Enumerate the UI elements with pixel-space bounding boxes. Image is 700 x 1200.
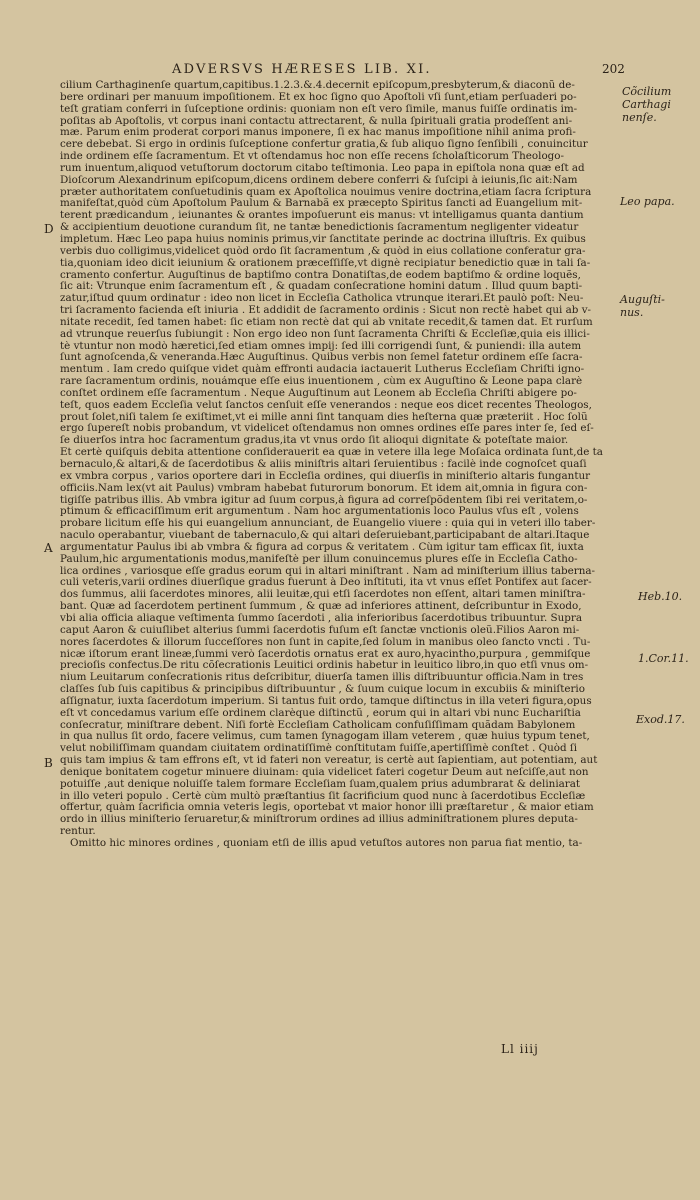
text-line: velut nobiliſſimam quandam ciuitatem ordinatiſſimè conſtitutam fuiſſe,apertiſſimè conſtet . Quòd ſi (60, 743, 578, 755)
text-line: aſſignatur, iuxta ſacerdotum imperium. Si tantus fuit ordo, tamque diſtinctus in illa veteri figura,opus (60, 695, 592, 707)
text-line: nium Leuitarum conſecrationis ritus deſcribitur, diuerſa tamen illis diſtribuuntur officia.Nam in tres (60, 672, 584, 684)
text-line: tri ſacramento facienda eſt iniuria . Et addidit de ſacramento ordinis : Sicut non rectè habet qui ab v- (60, 305, 592, 317)
text-line: cramento confertur. Auguſtinus de baptiſmo contra Donatiſtas,de eodem baptiſmo & ordine loquẽs, (60, 269, 581, 281)
margin-note-carthagi: Carthagi (622, 98, 671, 111)
text-line: ſe diuerſos intra hoc ſacramentum gradus,ita vt vnus ordo ſit alioqui dignitate & poteſtate maior. (60, 435, 569, 447)
margin-note-nense: nenſe. (622, 111, 657, 124)
text-line: eſt vt concedamus varium eſſe ordinem clarèque diſtinctũ , eorum qui in altari vbi nunc Euchariſtia (60, 707, 581, 719)
text-line: nitate recedit, ſed tamen habet: ſic etiam non rectè dat qui ab vnitate recedit,& tamen dat. Et rurſum (60, 316, 593, 328)
text-line: claſſes ſub ſuis capitibus & principibus diſtribuuntur , & ſuum cuique locum in excubiis & miniſterio (60, 684, 585, 696)
text-line: Dioſcorum Alexandrinum epiſcopum,dicens ordinem debere conferri & ſuſcipi à ieiunis,ſic ait:Nam (60, 174, 578, 186)
text-line: Paulum,hic argumentationis modus,manifeſtè per illum conuincemus plures eſſe in Eccleſia Catho- (60, 553, 578, 565)
text-line: caput Aaron & cuiuſlibet alterius ſummi ſacerdotis fuſum eſt ſanctæ vnctionis oleũ.Filios Aaron mi- (60, 624, 580, 636)
text-line: mentum . Iam credo quiſque videt quàm effronti audacia iactauerit Lutherus Eccleſiam Chriſti igno- (60, 364, 585, 376)
text-line: mæ. Parum enim proderat corpori manus imponere, ſi ex hac manus impoſitione nihil anima profi- (60, 127, 576, 139)
text-line: culi veteris,varii ordines diuerſique gradus fuerunt à Deo inſtituti, ita vt vnus eſſet Pontifex aut ſacer- (60, 577, 592, 589)
text-line: prout ſolet,niſi talem ſe exiſtimet,vt ei mille anni ſint tanquam dies heſterna quæ præteriit . Hoc ſolũ (60, 411, 588, 423)
text-line: Et certè quiſquis debita attentione conſiderauerit ea quæ in vetere illa lege Moſaica ordinata ſunt,de ta (60, 447, 603, 459)
text-line: tigiſſe patribus illis. Ab vmbra igitur ad ſuum corpus,à figura ad correſpõdentem ſibi rei veritatem,o- (60, 494, 588, 506)
text-line: bernaculo,& altari,& de ſacerdotibus & aliis miniſtris altari ſeruientibus : facilè inde cognoſcet quaſi (60, 459, 587, 470)
text-line: poſitas ab Apoſtolis, vt corpus inani contactu attrectarent, & nulla ſpirituali gratia prodeſſent ani- (60, 115, 573, 127)
margin-note-exod: Exod.17. (636, 713, 685, 726)
text-line: ad vtrunque reuerſus ſubiungit : Non ergo ideo non ſunt ſacramenta Chriſti & Eccleſiæ,quia eis illici- (60, 328, 590, 340)
text-line: præter authoritatem conſuetudinis quam ex Apoſtolica nouimus venire doctrina,etiam ſacra ſcriptura (60, 186, 592, 198)
section-letter-d: D (44, 222, 54, 236)
text-line: in illo veteri populo . Certè cùm multò præſtantius ſit ſacrificium quod nunc à ſacerdotibus Eccleſiæ (60, 790, 586, 802)
text-line: verbis duo colligimus,videlicet quòd ordo ſit ſacramentum ,& quòd in eius collatione conferatur gra- (60, 245, 586, 257)
text-line: cilium Carthaginenſe quartum,capitibus.1.2.3.&.4.decernit epiſcopum,presbyterum,& diaconũ de- (60, 80, 575, 91)
text-line: in qua nullus ſit ordo, facere velimus, cum tamen ſynagogam illam veterem , quæ huius typum tenet, (60, 731, 590, 743)
running-title: ADVERSVS HÆRESES LIB. XI. (172, 62, 432, 77)
text-line: terent prædicandum , ieiunantes & orantes impoſuerunt eis manus: vt intelligamus quanta dantium (60, 210, 584, 222)
text-line: impletum. Hæc Leo papa huius nominis primus,vir ſanctitate perinde ac doctrina illuſtris. Ex quibus (60, 233, 586, 245)
text-line: argumentatur Paulus ibi ab vmbra & figura ad corpus & veritatem . Cùm igitur tam efficax ſit, iuxta (60, 541, 584, 553)
text-line: ergo ſupereſt nobis probandum, vt videlicet oſtendamus non omnes ordines eſſe pares inter ſe, ſed eſ- (60, 423, 594, 435)
text-line: officiis.Nam lex(vt ait Paulus) vmbram habebat futurorum bonorum. Et idem ait,omnia in figura con- (60, 482, 588, 494)
page-number: 202 (602, 62, 625, 76)
text-line: Omitto hic minores ordines , quoniam etſi de illis apud vetuſtos autores non parua fiat mentio, ta- (70, 838, 583, 849)
margin-note-heb: Heb.10. (638, 590, 683, 603)
text-line: bant. Quæ ad ſacerdotem pertinent ſummum , & quæ ad inferiores attinent, deſcribuntur in Exodo, (60, 601, 582, 613)
text-line: ptimum & efficaciſſimum erit argumentum . Nam hoc argumentationis loco Paulus vſus eſt , volens (60, 506, 579, 518)
body-text (60, 80, 620, 850)
margin-note-leo-papa: Leo papa. (620, 195, 675, 208)
text-line: vbi alia officia aliaque veſtimenta ſummo ſacerdoti , alia inferioribus ſacerdotibus tribuuntur. Supra (60, 612, 583, 624)
text-line: naculo operabantur, viuebant de tabernaculo,& qui altari deſeruiebant,participabant de altari.Itaque (60, 530, 590, 542)
text-line: ordo in illius miniſterio ſeruaretur,& miniſtrorum ordines ad illius adminiſtrationem plures deputa- (60, 814, 578, 826)
text-line: teſt gratiam conferri in ſuſceptione ordinis: quoniam non eſt vero ſimile, manus fuiſſe ordinatis im- (60, 103, 578, 115)
text-line: conſtet ordinem eſſe ſacramentum . Neque Auguſtinum aut Leonem ab Eccleſia Chriſti abigere po- (60, 387, 577, 399)
margin-note-cor: 1.Cor.11. (638, 652, 689, 665)
margin-note-augusti: Auguſti- (620, 293, 665, 306)
text-line: potuiſſe ,aut denique noluiſſe talem formare Eccleſiam ſuam,qualem prius adumbrarat & deliniarat (60, 778, 581, 790)
text-line: nicæ iſtorum erant lineæ,ſummi verò ſacerdotis ornatus erat ex auro,hyacintho,purpura , gemmiſque (60, 648, 591, 660)
text-line: lica ordines , variosque eſſe gradus eorum qui in altari miniſtrant . Nam ad miniſterium illius taberna- (60, 565, 596, 577)
text-line: ſunt agnoſcenda,& veneranda.Hæc Auguſtinus. Quibus verbis non ſemel fatetur ordinem eſſe ſacra- (60, 352, 583, 364)
text-line: & accipientium deuotione curandum ſit, ne tantæ benedictionis ſacramentum negligenter videatur (60, 222, 579, 234)
text-line: tè vtuntur non modò hæretici,ſed etiam omnes impij: ſed illi corrigendi ſunt, & puniendi: illa autem (60, 340, 582, 352)
text-line: tia,quoniam ideo dicit ieiunium & orationem præceſſiſſe,vt dignè recipiatur benedictio quæ in tali ſa- (60, 257, 591, 269)
text-line: conſecratur, miniſtrare debent. Niſi fortè Eccleſiam Catholicam confuſiſſimam quãdam Babylonem (60, 719, 576, 731)
section-letter-b: B (44, 756, 53, 770)
text-line: precioſis confectus.De ritu cõſecrationis Leuitici ordinis habetur in leuitico libro,in quo etſi vnus om- (60, 660, 589, 672)
text-line: offertur, quàm ſacrificia omnia veteris legis, oportebat vt maior honor illi præſtaretur , & maior etiam (60, 802, 594, 814)
text-line: rum inuentum,aliquod vetuſtorum doctorum citabo teſtimonia. Leo papa in epiſtola nona quæ eſt ad (60, 162, 585, 174)
text-line: ex vmbra corpus , varios oportere dari in Eccleſia ordines, qui diuerſis in miniſterio altaris fungantur (60, 470, 591, 482)
text-line: cere debebat. Si ergo in ordinis ſuſceptione confertur gratia,& ſub aliquo ſigno ſenſibili , conuincitur (60, 139, 588, 151)
text-line: dos ſummus, alii ſacerdotes minores, alii leuitæ,qui etſi ſacerdotes non eſſent, altari tamen miniſtra- (60, 589, 586, 601)
text-line: quis tam impius & tam effrons eſt, vt id fateri non vereatur, is certè aut ſapientiam, aut potentiam, aut (60, 755, 598, 767)
text-line: zatur,iſtud quum ordinatur : ideo non licet in Eccleſia Catholica vtrunque iterari.Et paulò poſt: Neu- (60, 293, 584, 305)
section-letter-a: A (44, 541, 53, 555)
text-line: rentur. (60, 826, 96, 838)
margin-note-concilium: Cõcilium (622, 85, 672, 98)
text-line: probare licitum eſſe his qui euangelium annunciant, de Euangelio viuere : quia qui in veteri illo taber- (60, 518, 596, 530)
text-line: inde ordinem eſſe ſacramentum. Et vt oſtendamus hoc non eſſe recens ſcholaſticorum Theologo- (60, 151, 565, 163)
text-line: denique bonitatem cogetur minuere diuinam: quia videlicet fateri cogetur Deum aut neſciſſe,aut non (60, 766, 589, 778)
text-line: nores ſacerdotes & illorum ſucceſſores non ſunt in capite,ſed ſolum in manibus oleo ſancto vncti . Tu- (60, 636, 591, 648)
text-line: teſt, quos eadem Eccleſia velut ſanctos cenſuit eſſe venerandos : neque eos dicet recentes Theologos, (60, 399, 592, 411)
text-line: manifeſtat,quòd cùm Apoſtolum Paulum & Barnabã ex præcepto Spiritus ſancti ad Euangelium mit- (60, 198, 583, 210)
text-line: bere ordinari per manuum impoſitionem. Et ex hoc ſigno quo Apoſtoli vſi ſunt,etiam perſuaderi po- (60, 91, 577, 103)
signature-mark: Ll iiij (501, 1042, 539, 1056)
page-header (0, 62, 700, 82)
text-line: rare ſacramentum ordinis, nouámque eſſe eius inuentionem , cùm ex Auguſtino & Leone papa clarè (60, 376, 583, 388)
text-line: ſic ait: Vtrunque enim ſacramentum eſt , & quadam conſecratione homini datum . Illud quum bapti- (60, 281, 583, 293)
margin-note-nus: nus. (620, 306, 644, 319)
